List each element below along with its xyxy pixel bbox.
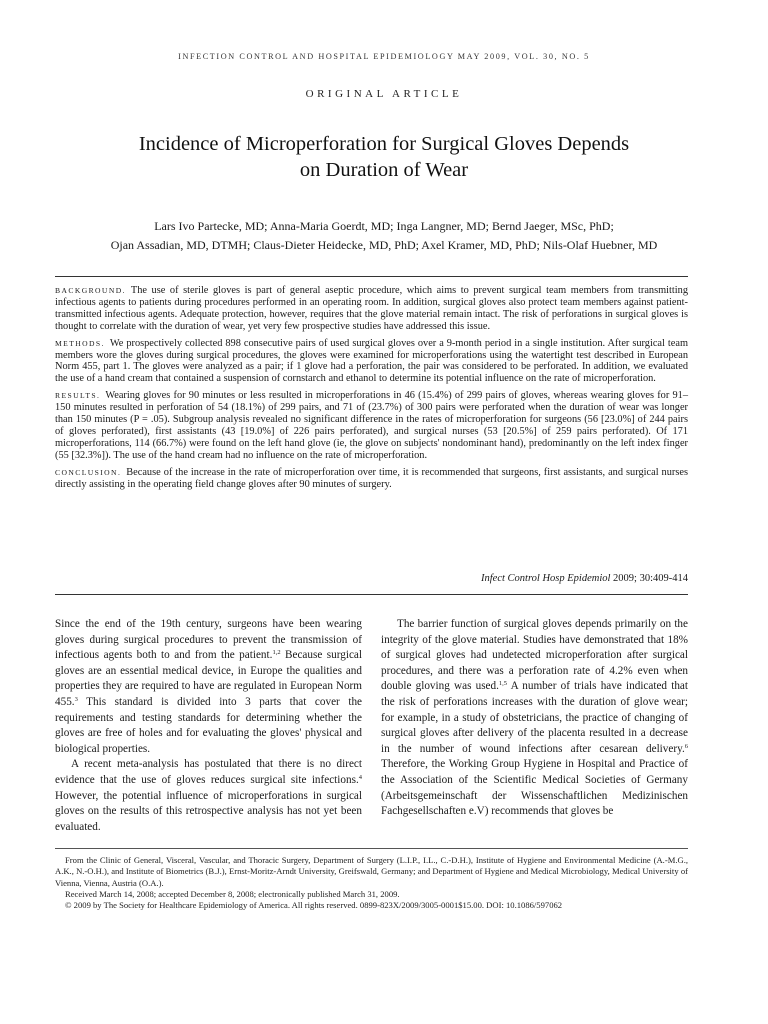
authors-line-2: Ojan Assadian, MD, DTMH; Claus-Dieter Heidecke, MD, PhD; Axel Kramer, MD, PhD; Nils-Olaf Huebner, MD (110, 237, 658, 252)
article-title (60, 131, 708, 183)
reference-marker: 4 (358, 773, 362, 781)
body-text: The barrier function of surgical gloves depends primarily on the integrity of the glove material. Studies have demonstrated that 18% of surgical gloves had undetected microperforation after surgical procedures, and there was a perforation rate of 4.2% even when double gloving was used. (381, 618, 688, 693)
body-text: A recent meta-analysis has postulated that there is no direct evidence that the use of gloves reduces surgical site infections. (55, 758, 362, 786)
abstract-top-rule (55, 276, 688, 277)
body-paragraph (55, 757, 362, 835)
abstract-background (55, 285, 688, 333)
background-label: BACKGROUND. (55, 286, 126, 295)
body-text: Because surgical gloves are an essential medical device, in Europe the qualities and properties they are required to have are regulated in European Norm 455. (55, 649, 362, 708)
footnote-received: Received March 14, 2008; accepted December 8, 2008; electronically published March 31, 2009. (65, 888, 400, 899)
methods-label: METHODS. (55, 338, 105, 348)
conclusion-text: Because of the increase in the rate of microperforation over time, it is recommended that surgeons, first assistants, and surgical nurses directly assisting in the operating field change gloves after 90 minutes of surgery. (55, 466, 688, 490)
abstract-conclusion (55, 467, 688, 491)
article-type: ORIGINAL ARTICLE (305, 88, 463, 100)
methods-text: We prospectively collected 898 consecutive pairs of used surgical gloves over a 9-month period in a single institution. After surgical team members wore the gloves during surgical procedures, the gloves were examined for microperforations using the watertight test described in European Norm 455, part 1. The gloves were analyzed as a pair; if 1 glove had a perforation, the pair was considered to be perforated. In addition, we evaluated the use of a hand cream that contained a suspension of cornstarch and ethanol to determine its potential influence on the rate of microperforation. (55, 337, 688, 385)
authors-line-1: Lars Ivo Partecke, MD; Anna-Maria Goerdt, MD; Inga Langner, MD; Bernd Jaeger, MSc, PhD; (154, 219, 614, 233)
footnotes (55, 855, 688, 911)
footnote-affiliations: From the Clinic of General, Visceral, Vascular, and Thoracic Surgery, Department of Surgery (L.I.P., I.L., C.-D.H.), Institute of Hygiene and Environmental Medicine (A.-M.G., A.K., N.-O.H.), and Institute of Biometrics (B.J.), Ernst-Moritz-Arndt University, Greifswald, Germany; and Department of Hygiene and Medical Microbiology, Medical University of Vienna, Vienna, Austria (O.A.). (55, 855, 688, 888)
body-column-left (55, 617, 362, 835)
abstract-results (55, 390, 688, 461)
reference-marker: 6 (684, 742, 688, 750)
body-column-right (381, 617, 688, 820)
abstract-bottom-rule (55, 594, 688, 595)
results-text: Wearing gloves for 90 minutes or less resulted in microperforations in 46 (15.4%) of 299 pairs of gloves, whereas wearing gloves for 91–150 minutes resulted in perforation of 54 (18.1%) of 299 pairs, and 71 of (23.7%) of 300 pairs were perforated when the duration of wear was longer than 150 minutes (P = .05). Subgroup analysis revealed no significant difference in the rates of microperforation for surgeons (56 [23.0%] of 244 pairs of gloves perforated), first assistants (43 [19.0%] of 226 pairs perforated), and surgical nurses (53 [20.5%] of 259 pairs perforated). Of 171 microperforations, 114 (66.7%) were found on the left hand glove (ie, the glove on subjects' nondominant hand), predominantly on the left index finger (55 [32.3%]). The use of the hand cream had no influence on the rate of microperforation. (55, 390, 688, 461)
citation-volume: 2009; 30:409-414 (613, 573, 688, 584)
body-paragraph (381, 617, 688, 820)
conclusion-label: CONCLUSION. (55, 467, 122, 477)
reference-marker: 3 (74, 695, 78, 703)
body-text: Therefore, the Working Group Hygiene in Hospital and Practice of the Association of the Scientific Medical Societies of Germany (Arbeitsgemeinschaft der Wissenschaftlichen Medizinischen Fachgesellschaften e.V) recommends that gloves be (381, 758, 688, 818)
citation-journal: Infect Control Hosp Epidemiol (481, 573, 611, 584)
abstract (55, 285, 688, 496)
author-list (40, 217, 728, 254)
abstract-methods (55, 338, 688, 386)
title-line-2: on Duration of Wear (299, 159, 469, 181)
footnote-copyright: © 2009 by The Society for Healthcare Epidemiology of America. All rights reserved. 0899-823X/2009/3005-0001$15.00. DOI: 10.1086/597062 (65, 900, 563, 911)
body-text: This standard is divided into 3 parts that cover the requirements and testing standards for determining whether the gloves are free of holes and for evaluating the gloves' physical and biological properties. (55, 695, 362, 755)
reference-marker: 1,2 (272, 649, 281, 657)
reference-marker: 1,5 (498, 680, 508, 688)
background-text: The use of sterile gloves is part of general aseptic procedure, which aims to prevent surgical team members from transmitting infectious agents to patients during procedures performed in an operating room. In addition, surgical gloves also protect team members against patient-transmitted infectious agents. Adequate protection, however, requires that the glove material remain intact. The risk of perforations in surgical gloves is thought to correlate with the duration of wear, yet very few prospective studies have addressed this issue. (55, 285, 688, 332)
results-label: RESULTS. (55, 391, 101, 401)
body-text: However, the potential influence of microperforations in surgical gloves on the results of this retrospective analysis has not yet been evaluated. (55, 789, 362, 833)
journal-citation (55, 573, 688, 584)
running-header: INFECTION CONTROL AND HOSPITAL EPIDEMIOLOGY MAY 2009, VOL. 30, NO. 5 (178, 52, 590, 61)
footnote-rule (55, 848, 688, 849)
body-paragraph (55, 617, 362, 757)
body-text: Since the end of the 19th century, surgeons have been wearing gloves during surgical procedures to prevent the transmission of infectious agents both to and from the patient. (55, 618, 362, 662)
title-line-1: Incidence of Microperforation for Surgical Gloves Depends (138, 133, 630, 155)
body-text: A number of trials have indicated that the risk of perforations increases with the duration of glove wear; for example, in a study of obstetricians, the practice of changing of surgical gloves after delivery of the placenta resulted in a decrease in the number of wound infections after cesarean delivery. (381, 680, 688, 755)
